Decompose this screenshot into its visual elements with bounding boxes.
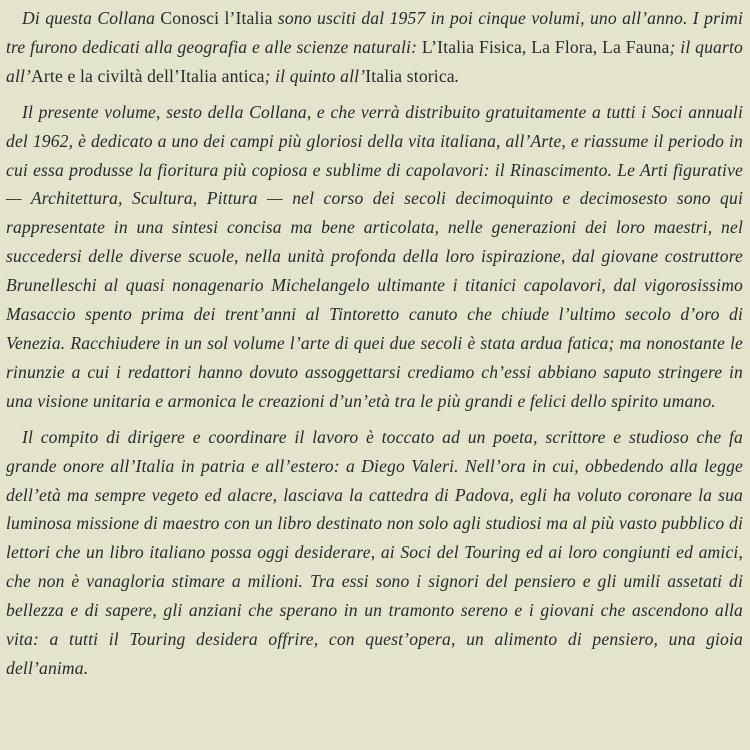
text-segment: Il compito di dirigere e coordinare il lavoro è toccato ad un poeta, scrittore e studioso che fa grande onore all’Italia in patria e all’estero: a Diego Valeri. Nell’ora in cui, obbedendo alla legge dell’età ma sempre vegeto ed alacre, lasciava la cattedra di Padova, egli ha voluto coronare la sua luminosa missione di maestro con un libro destinato non solo agli studiosi ma al più vasto pubblico di lettori che un libro italiano possa oggi desiderare, ai Soci del Touring ed ai loro congiunti ed amici, che non è vanagloria stimare a milioni. Tra essi sono i signori del pensiero e gli umili assetati di bellezza e di sapere, gli anziani che sperano in un tramonto sereno e i giovani che ascendono alla vita: a tutti il Touring desidera offrire, con quest’opera, un alimento di pensiero, una gioia dell’anima.	[6, 426, 743, 678]
volume-title-storica: Italia storica	[365, 65, 455, 86]
volume-title-arte: Arte e la civiltà dell’Italia antica	[31, 65, 265, 86]
text-segment: Il presente volume, sesto della Collana, e che verrà distribuito gratuitamente a tutti i Soci annuali del 1962, è dedicato a uno dei campi più gloriosi della vita italiana, all’Arte, e riassume il periodo in cui essa produsse la fioritura più copiosa e sublime di capolavori: il Rinascimento. Le Arti figurative — Architettura, Scultura, Pittura — nel corso dei secoli decimoquinto e decimosesto sono qui rappresentate in una sintesi concisa ma bene articolata, nelle generazioni dei loro maestri, nel succedersi delle diverse scuole, nella unità profonda della loro ispirazione, dal giovane costruttore Brunelleschi al quasi nonagenario Michelangelo ultimante i titanici capolavori, dal vigorosissimo Masaccio spento prima dei trent’anni al Tintoretto canuto che chiude l’ultimo secolo d’oro di Venezia. Racchiudere in un sol volume l’arte di quei due secoli è stata ardua fatica; ma nonostante le rinunzie a cui i redattori hanno dovuto assoggettarsi crediamo ch’essi abbiano saputo stringere in una visione unitaria e armonica le creazioni d’un’età tra le più grandi e felici dello spirito umano.	[6, 101, 743, 411]
paragraph-presente-volume	[6, 98, 743, 416]
text-segment: Di questa Collana	[22, 8, 161, 28]
paragraph-diego-valeri	[6, 423, 743, 683]
series-title: Conosci l’Italia	[160, 8, 273, 28]
text-segment: sono usciti dal 1957 in poi cinque volumi, uno all’anno. I primi tre furono dedicati alla geografia e alle scienze naturali:	[6, 8, 744, 57]
volume-titles: L’Italia Fisica, La Flora, La Fauna	[421, 36, 670, 57]
paragraph-collana-intro	[6, 4, 743, 91]
text-segment: ; il quarto all’	[6, 36, 743, 86]
text-segment: .	[454, 65, 460, 86]
text-segment: ; il quinto all’	[264, 65, 366, 86]
